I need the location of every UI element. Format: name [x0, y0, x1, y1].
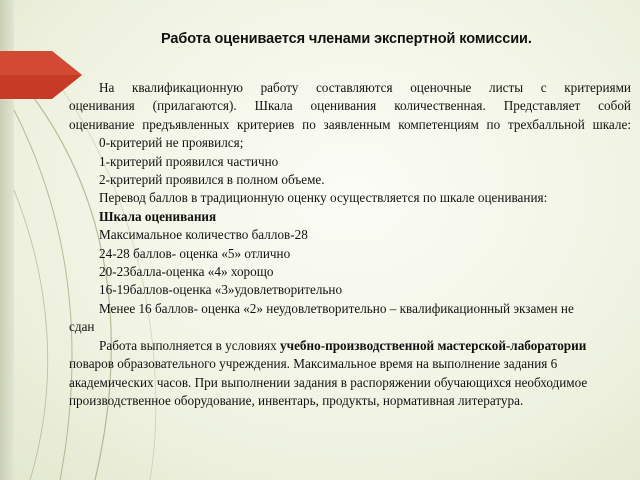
scale-heading: Шкала оценивания [99, 208, 217, 224]
title-period: . [527, 31, 532, 47]
conditions-line-4: производственное оборудование, инвентарь, продукты, нормативная литература. [69, 392, 524, 408]
intro-line-2: оценивания (прилагаются). Шкала оценивания количественная. Представляет собой [69, 98, 631, 114]
criterion-0: 0-критерий не проявился; [99, 135, 244, 151]
conditions-line-3: академических часов. При выполнении задания в распоряжении обучающихся необходимое [69, 374, 588, 390]
conversion-text: Перевод баллов в традиционную оценку осуществляется по шкале оценивания: [99, 190, 548, 206]
criterion-1: 1-критерий проявился частично [99, 153, 279, 169]
conditions-line-2: поваров образовательного учреждения. Максимальное время на выполнение задания 6 [69, 356, 558, 372]
scale-grade-3: 16-19баллов-оценка «3»удовлетворительно [99, 282, 343, 298]
conditions-line-1 [69, 337, 631, 355]
criterion-2: 2-критерий проявился в полном объеме. [99, 172, 325, 188]
scale-grade-2-line-1: Менее 16 баллов- оценка «2» неудовлетворительно – квалификационный экзамен не [99, 300, 574, 316]
page-title [161, 31, 631, 47]
scale-grade-2-line-2: сдан [69, 319, 95, 335]
conditions-prefix: Работа выполняется в условиях [99, 337, 281, 353]
scale-max: Максимальное количество баллов-28 [99, 227, 308, 243]
conditions-workshop: учебно-производственной мастерской-лаборатории [280, 337, 587, 353]
scale-grade-4: 20-23балла-оценка «4» хорощо [99, 264, 274, 280]
intro-line-3: оценивание предъявленных критериев по заявленным компетенциям по трехбалльной шкале: [69, 116, 631, 132]
body-text [69, 79, 631, 410]
scale-grade-5: 24-28 баллов- оценка «5» отлично [99, 245, 291, 261]
intro-line-1: На квалификационную работу составляются оценочные листы с критериями [99, 80, 631, 95]
title-text: Работа оценивается членами экспертной комиссии [161, 31, 528, 47]
